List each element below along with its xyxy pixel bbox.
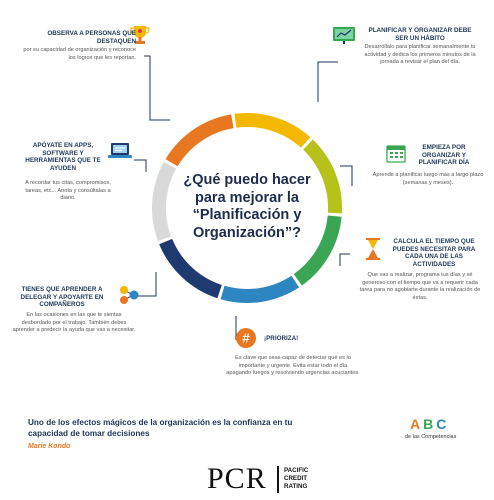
presentation-board-icon xyxy=(332,26,356,44)
ring-segment xyxy=(159,165,170,238)
tip-prioritize xyxy=(264,335,344,345)
calendar-icon xyxy=(386,143,406,163)
pcr-logo-divider xyxy=(277,466,279,493)
tip-title: PLANIFICAR Y ORGANIZAR DEBE SER UN HÁBITO xyxy=(368,27,472,42)
tip-text: Desarróllalo para planificar semanalmente tu actividad y dedica los primeros minutos de la jornada a revisar el plan del día. xyxy=(364,44,476,66)
tip-text: Que vas a realizar, programa tus días y sé generoso con el tiempo que va a requerir cada tarea para no agobiarte durante la realización de éstas. xyxy=(359,272,481,301)
tip-text: por su capacidad de organización y reconoce los logros que les reportan. xyxy=(23,47,136,61)
tip-time xyxy=(384,238,484,270)
tip-apps xyxy=(18,142,108,174)
tip-text: Es clave que seas capaz de detectar qué es lo importante y urgente. Evita estar todo el día apagando fuegos y resolviendo urgencias acuciantes. xyxy=(226,355,360,377)
tip-text: En las ocasiones en las que te sientas desbordado por el trabajo. También debes aprender a predecir la ayuda que vas a necesitar. xyxy=(12,312,136,334)
tip-title: APÓYATE EN APPS, SOFTWARE Y HERRAMIENTAS QUE TE AYUDEN xyxy=(25,142,101,172)
hashtag-icon xyxy=(236,328,256,348)
hourglass-icon xyxy=(365,238,381,260)
connector-tip-2 xyxy=(318,62,338,102)
abc-letter-a: A xyxy=(410,416,424,432)
quote-text: Uno de los efectos mágicos de la organización es la confianza en tu capacidad de tomar decisiones xyxy=(28,418,293,438)
tip-time-text xyxy=(356,272,484,302)
ring-segment xyxy=(172,121,233,162)
ring-segment xyxy=(235,120,305,142)
tip-text: Aprende a planificar luego más a largo plazo (semanas y meses). xyxy=(372,172,484,186)
team-network-icon xyxy=(118,284,140,306)
tip-title: OBSERVA A PERSONAS QUE DESTAQUEN xyxy=(47,30,136,45)
tip-habit xyxy=(364,27,476,67)
tip-delegate-text xyxy=(12,312,136,335)
connector-tip-1 xyxy=(144,56,170,120)
abc-letter-b: B xyxy=(423,416,437,432)
tip-text: A recordar tus citas, compromisos, tareas, etc... Anota y consúltalas a diario. xyxy=(25,180,111,202)
abc-subtitle: de las Competencias xyxy=(405,434,457,440)
laptop-icon xyxy=(108,141,132,161)
pcr-line-3: RATING xyxy=(284,483,308,491)
pcr-logo: PCR xyxy=(207,462,267,495)
tip-apps-text xyxy=(20,180,116,203)
quote-author: Marie Kondo xyxy=(28,443,71,450)
tip-plan-day xyxy=(404,144,484,169)
tip-prioritize-text xyxy=(226,355,360,378)
tip-title: TIENES QUE APRENDER A DELEGAR Y APOYARTE EN COMPAÑEROS xyxy=(20,286,104,309)
connector-tip-4 xyxy=(340,254,350,266)
tip-delegate xyxy=(10,286,114,311)
pcr-logo-tagline xyxy=(284,467,308,491)
ring-segment xyxy=(166,242,220,292)
abc-letter-c: C xyxy=(436,416,450,432)
tip-title: EMPIEZA POR ORGANIZAR Y PLANIFICAR DÍA xyxy=(418,144,470,167)
svg-text:#: # xyxy=(242,330,250,346)
pcr-line-2: CREDIT xyxy=(284,475,308,483)
tip-title: CALCULA EL TIEMPO QUE PUEDES NECESITAR PARA CADA UNA DE LAS ACTIVIDADES xyxy=(392,238,476,268)
connector-tip-6 xyxy=(138,272,156,296)
tip-title: ¡PRIORIZA! xyxy=(264,335,299,342)
connector-tip-3 xyxy=(340,166,352,186)
tip-plan-day-text xyxy=(372,172,484,187)
connector-tip-7 xyxy=(134,160,146,172)
pcr-line-1: PACIFIC xyxy=(284,467,309,474)
tip-observe xyxy=(22,30,136,62)
center-question: ¿Qué puedo hacer para mejorar la “Planificación y Organización”? xyxy=(183,172,311,242)
ring-segment xyxy=(223,282,296,296)
abc-logo xyxy=(410,416,449,432)
